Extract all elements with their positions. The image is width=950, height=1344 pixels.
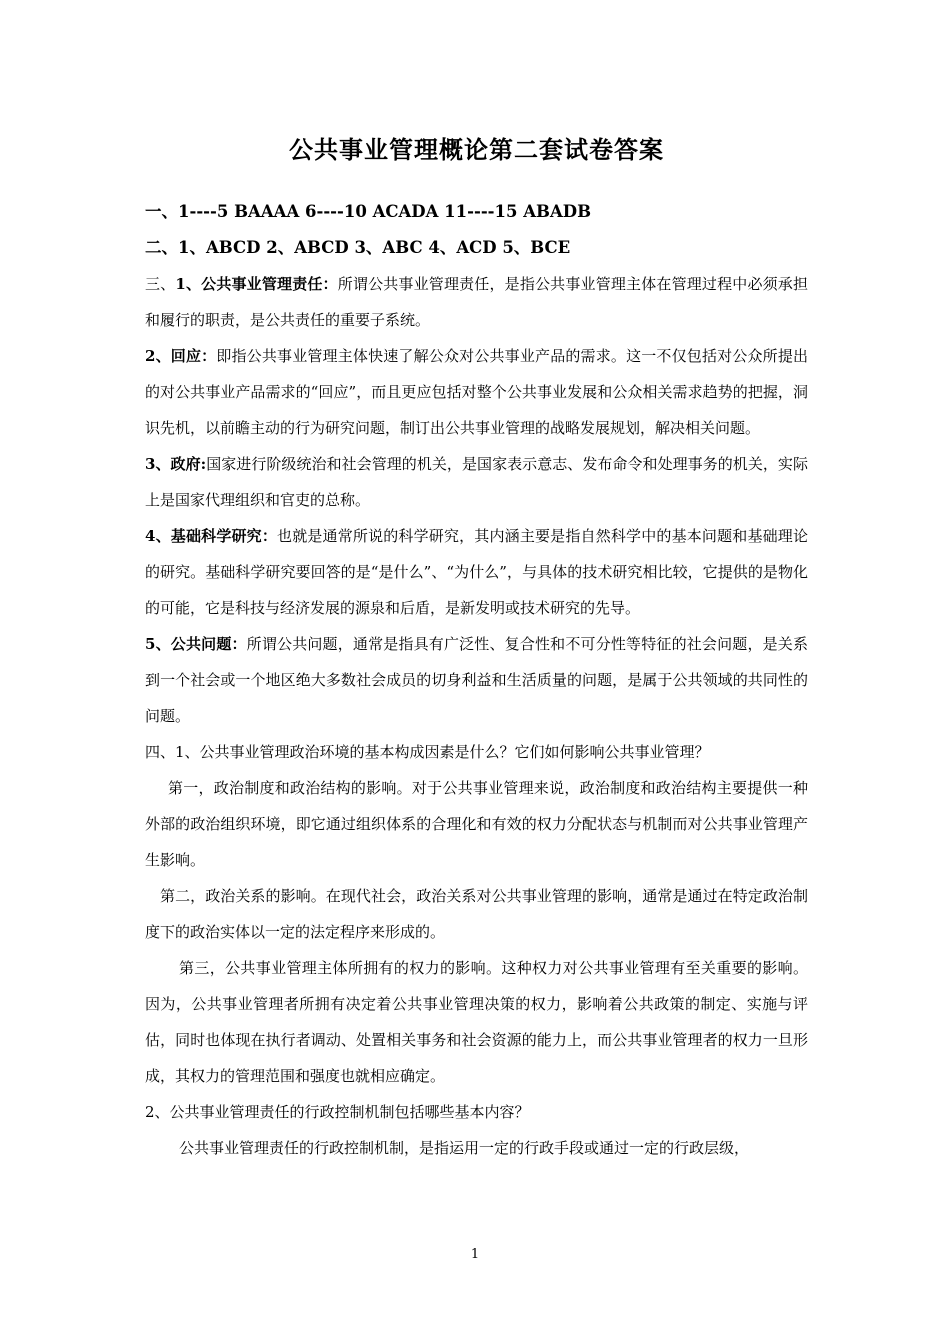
essay-answer-paragraph: 公共事业管理责任的行政控制机制，是指运用一定的行政手段或通过一定的行政层级， <box>179 1139 750 1157</box>
essay-answer-paragraph: 第三，公共事业管理主体所拥有的权力的影响。这种权力对公共事业管理有至关重要的影响。因为，公共事业管理者所拥有决定着公共事业管理决策的权力，影响着公共政策的制定、实施与评估，同时也体现在执行者调动、处置相关事务和社会资源的能力上，而公共事业管理者的权力一旦形成，其权力的管理范围和强度也就相应确定。 <box>145 959 808 1085</box>
multiple-choice-answers: 一、1----5 BAAAA 6----10 ACADA 11----15 ABADB <box>145 202 592 221</box>
definition-text: 也就是通常所说的科学研究，其内涵主要是指自然科学中的基本问题和基础理论的研究。基础科学研究要回答的是“是什么”、“为什么”，与具体的技术研究相比较，它提供的是物化的可能，它是科技与经济发展的源泉和后盾，是新发明或技术研究的先导。 <box>145 527 808 617</box>
definition-5 <box>145 626 808 734</box>
definition-text: 所谓公共问题，通常是指具有广泛性、复合性和不可分性等特征的社会问题，是关系到一个社会或一个地区绝大多数社会成员的切身利益和生活质量的问题，是属于公共领域的共同性的问题。 <box>145 635 808 725</box>
definition-term: 1、公共事业管理责任： <box>175 275 338 293</box>
definition-4 <box>145 518 808 626</box>
definition-term: 3、政府: <box>145 455 207 473</box>
section-prefix: 三、 <box>145 275 176 293</box>
essay-answer-paragraph: 第二，政治关系的影响。在现代社会，政治关系对公共事业管理的影响，通常是通过在特定政治制度下的政治实体以一定的法定程序来形成的。 <box>145 887 808 941</box>
definition-3 <box>145 446 808 518</box>
definition-2 <box>145 338 808 446</box>
document-page <box>145 128 808 1166</box>
page-number: 1 <box>470 1247 480 1262</box>
definition-term: 2、回应： <box>145 347 217 365</box>
essay-answer-paragraph: 第一，政治制度和政治结构的影响。对于公共事业管理来说，政治制度和政治结构主要提供一种外部的政治组织环境，即它通过组织体系的合理化和有效的权力分配状态与机制而对公共事业管理产生影响。 <box>145 779 808 869</box>
essay-question-1: 四、1、公共事业管理政治环境的基本构成因素是什么？它们如何影响公共事业管理？ <box>145 743 710 761</box>
document-title: 公共事业管理概论第二套试卷答案 <box>289 135 664 164</box>
multi-select-answers: 二、1、ABCD 2、ABCD 3、ABC 4、ACD 5、BCE <box>145 238 571 257</box>
essay-question-2: 2、公共事业管理责任的行政控制机制包括哪些基本内容？ <box>145 1103 530 1121</box>
definition-text: 所谓公共事业管理责任，是指公共事业管理主体在管理过程中必须承担和履行的职责，是公共责任的重要子系统。 <box>145 275 808 329</box>
definition-term: 5、公共问题： <box>145 635 247 653</box>
definition-1 <box>145 266 808 338</box>
definition-term: 4、基础科学研究： <box>145 527 278 545</box>
definition-text: 即指公共事业管理主体快速了解公众对公共事业产品的需求。这一不仅包括对公众所提出的对公共事业产品需求的“回应”，而且更应包括对整个公共事业发展和公众相关需求趋势的把握，洞识先机，以前瞻主动的行为研究问题，制订出公共事业管理的战略发展规划，解决相关问题。 <box>145 347 809 437</box>
definition-text: 国家进行阶级统治和社会管理的机关，是国家表示意志、发布命令和处理事务的机关，实际上是国家代理组织和官吏的总称。 <box>145 455 808 509</box>
